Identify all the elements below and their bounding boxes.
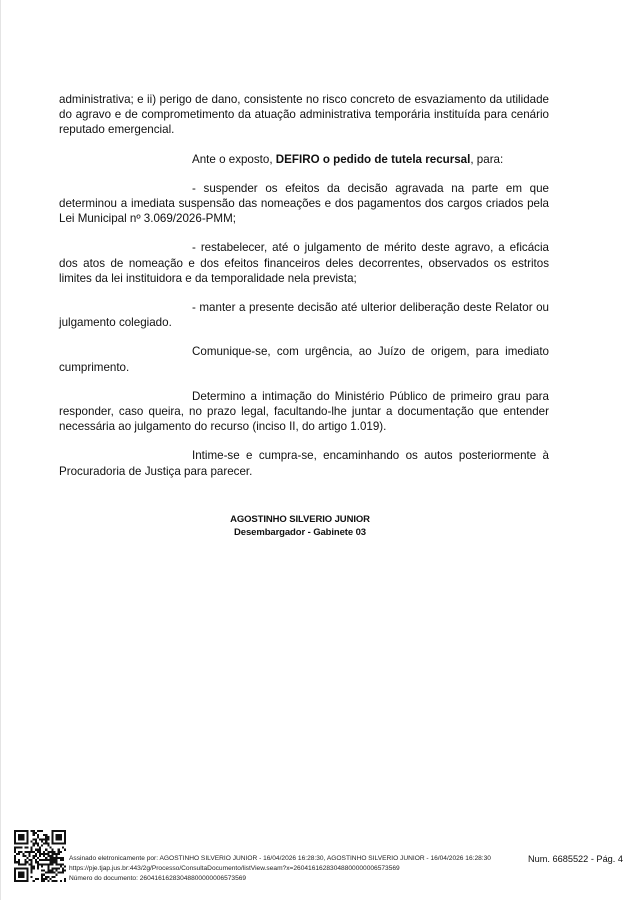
body-paragraph [59,389,549,435]
signature-block [180,513,420,539]
paragraph-text: - restabelecer, até o julgamento de mérito deste agravo, a eficácia dos atos de nomeação e dos efeitos financeiros deles decorrentes, observados os estritos limites da lei instituidora e da temporalidade nela prevista; [59,241,549,285]
paragraph-text: Comunique-se, com urgência, ao Juízo de origem, para imediato cumprimento. [59,345,549,374]
page-number-label: Num. 6685522 - Pág. 4 [528,854,623,864]
paragraph-text: - manter a presente decisão até ulterior deliberação deste Relator ou julgamento colegiado. [59,301,549,330]
decision-body [59,92,549,493]
body-paragraph [59,300,549,330]
body-paragraph [59,448,549,478]
paragraph-text: Ante o exposto, [192,152,276,166]
body-paragraph [59,152,549,167]
paragraph-text: Intime-se e cumpra-se, encaminhando os autos posteriormente à Procuradoria de Justiça para parecer. [59,449,549,478]
signed-by-line: Assinado eletronicamente por: AGOSTINHO SILVERIO JUNIOR - 16/04/2026 16:28:30, AGOSTINHO SILVERIO JUNIOR - 16/04/2026 16:28:30 [69,855,491,862]
body-paragraph [59,92,549,138]
paragraph-text: - suspender os efeitos da decisão agravada na parte em que determinou a imediata suspensão das nomeações e dos pagamentos dos cargos criados pela Lei Municipal nº 3.069/2026-PMM; [59,181,549,226]
paragraph-text: , para: [470,152,504,166]
body-paragraph [59,344,549,374]
body-paragraph [59,240,549,286]
document-number-line: Número do documento: 26041616283048800000006573569 [69,875,247,882]
qr-code-icon [14,830,66,882]
electronic-signature-footer [69,854,534,884]
paragraph-text: administrativa; e ii) perigo de dano, consistente no risco concreto de esvaziamento da utilidade do agravo e de comprometimento da atuação administrativa temporária instituída para cenário reputado emergencial. [59,93,549,137]
body-paragraph [59,181,549,227]
signer-name: AGOSTINHO SILVERIO JUNIOR [230,514,370,525]
paragraph-text: Determino a intimação do Ministério Público de primeiro grau para responder, caso queira, no prazo legal, facultando-lhe juntar a documentação que entender necessária ao julgamento do recurso (inciso II, do artigo 1.019). [59,389,549,434]
signer-title: Desembargador - Gabinete 03 [234,527,366,538]
bold-text: DEFIRO o pedido de tutela recursal [275,152,471,166]
document-url-line[interactable]: https://pje.tjap.jus.br:443/2g/Processo/ConsultaDocumento/listView.seam?x=26041616283048800000006573569 [69,865,400,872]
